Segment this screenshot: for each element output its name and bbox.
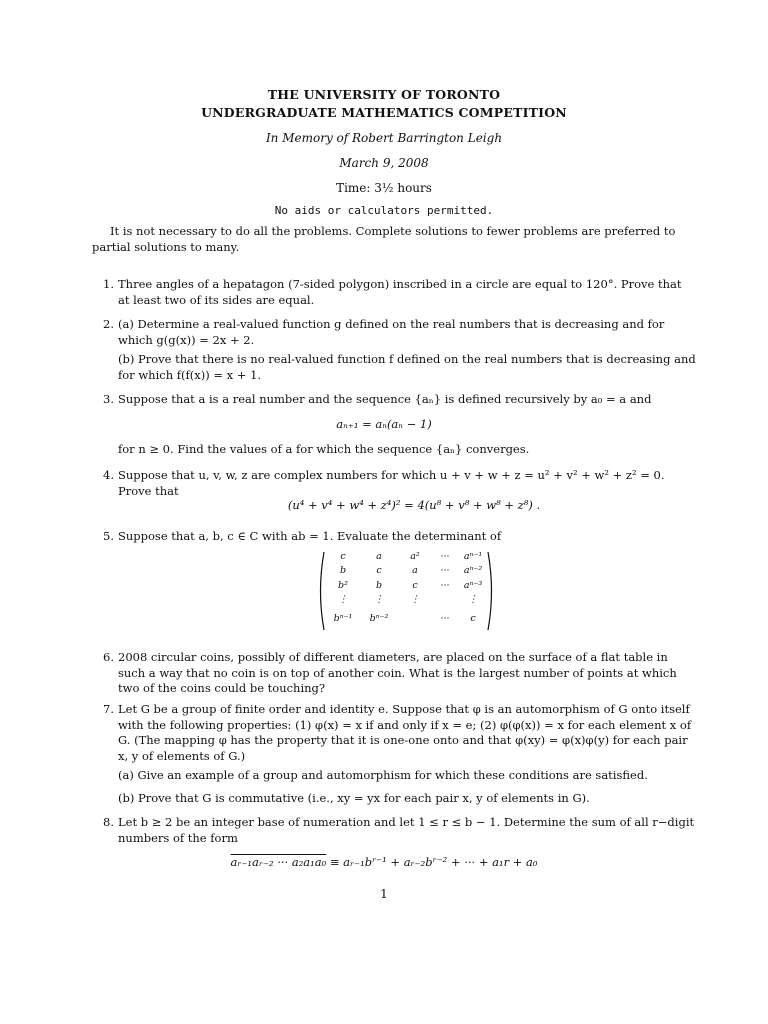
matrix-entry: ···	[440, 580, 450, 591]
problem-text: Three angles of a hepatagon (7-sided polygon) inscribed in a circle are equal to 120°. Prove that at least two of its sides are equal.	[118, 277, 682, 307]
matrix-entry: b	[339, 565, 347, 576]
matrix-entry: ⋮	[468, 594, 478, 605]
left-parenthesis	[316, 551, 326, 631]
matrix-entry: c	[470, 613, 476, 624]
matrix-entry: ···	[440, 551, 450, 562]
memorial-line: In Memory of Robert Barrington Leigh	[265, 131, 503, 145]
competition-title: UNDERGRADUATE MATHEMATICS COMPETITION	[201, 105, 567, 120]
matrix-entry: ⋮	[374, 594, 384, 605]
matrix-entry: c	[376, 565, 382, 576]
university-title: THE UNIVERSITY OF TORONTO	[267, 87, 501, 102]
problem-part-a: (a) Determine a real-valued function g defined on the real numbers that is decreasing and for which g(g(x)) = 2x + 2.	[118, 317, 665, 347]
problem-text: Suppose that a is a real number and the sequence {aₙ} is defined recursively by a₀ = a and	[118, 392, 652, 406]
intro-paragraph: It is not necessary to do all the problems. Complete solutions to fewer problems are preferred to partial solutions to many.	[92, 224, 676, 254]
exam-date: March 9, 2008	[339, 156, 429, 170]
problem-text: Suppose that a, b, c ∈ C with ab = 1. Evaluate the determinant of	[118, 529, 502, 543]
problem-number: 2.	[103, 317, 114, 331]
matrix-entry: bⁿ⁻²	[369, 613, 389, 624]
digit-string: aᵣ₋₁aᵣ₋₂ ··· a₂a₁a₀	[230, 855, 327, 869]
determinant-matrix	[316, 551, 496, 631]
problem-number: 4.	[103, 468, 114, 482]
matrix-entry: c	[340, 551, 346, 562]
matrix-entry: aⁿ⁻¹	[463, 551, 483, 562]
matrix-entry: aⁿ⁻³	[463, 580, 483, 591]
page-number: 1	[380, 887, 388, 901]
exam-time: Time: 3½ hours	[336, 181, 432, 195]
digit-expansion-equation	[0, 855, 768, 869]
problem-7-part-a: (a) Give an example of a group and automorphism for which these conditions are satisfied.	[118, 768, 648, 782]
matrix-entry: c	[412, 580, 418, 591]
matrix-entry: aⁿ⁻²	[463, 565, 483, 576]
matrix-entry: ···	[440, 613, 450, 624]
matrix-entry: a²	[410, 551, 420, 562]
matrix-entry: bⁿ⁻¹	[333, 613, 353, 624]
matrix-entry: a	[412, 565, 418, 576]
problem-text: Let b ≥ 2 be an integer base of numeration and let 1 ≤ r ≤ b − 1. Determine the sum of all r−digit numbers of the form	[118, 815, 695, 845]
matrix-entry: ⋮	[338, 594, 348, 605]
problem-number: 3.	[103, 392, 114, 406]
problem-number: 8.	[103, 815, 114, 829]
problem-text: Suppose that u, v, w, z are complex numbers for which u + v + w + z = u² + v² + w² + z² = 0. Prove that	[118, 468, 665, 498]
problem-number: 1.	[103, 277, 114, 291]
aids-notice: No aids or calculators permitted.	[274, 204, 494, 217]
matrix-entry: ⋮	[410, 594, 420, 605]
identity-equation: (u⁴ + v⁴ + w⁴ + z⁴)² = 4(u⁸ + v⁸ + w⁸ + z⁸) .	[287, 498, 541, 512]
problem-number: 6.	[103, 650, 114, 664]
problem-3-followup: for n ≥ 0. Find the values of a for which the sequence {aₙ} converges.	[118, 442, 530, 456]
problem-text: 2008 circular coins, possibly of different diameters, are placed on the surface of a flat table in such a way that no coin is on top of another coin. What is the largest number of points at which two of the coins could be touching?	[118, 650, 677, 695]
problem-number: 7.	[103, 702, 114, 716]
problem-2-part-b: (b) Prove that there is no real-valued function f defined on the real numbers that is decreasing and for which f(f(x)) = x + 1.	[118, 352, 696, 382]
expansion: ≡ aᵣ₋₁bʳ⁻¹ + aᵣ₋₂bʳ⁻² + ··· + a₁r + a₀	[326, 855, 538, 869]
matrix-entry: a	[376, 551, 382, 562]
matrix-entry: b²	[338, 580, 348, 591]
recursion-equation: aₙ₊₁ = aₙ(aₙ − 1)	[336, 417, 432, 431]
problem-number: 5.	[103, 529, 114, 543]
problem-7-part-b: (b) Prove that G is commutative (i.e., xy = yx for each pair x, y of elements in G).	[118, 791, 590, 805]
matrix-entry: ···	[440, 565, 450, 576]
problem-text: Let G be a group of finite order and identity e. Suppose that φ is an automorphism of G onto itself with the following properties: (1) φ(x) = x if and only if x = e; (2) φ(φ(x)) = x for each element x of G. (The mapping φ has the property that it is one-one onto and that φ(xy) = φ(x)φ(y) for each pair x, y of elements of G.)	[118, 702, 692, 763]
matrix-entry: b	[375, 580, 383, 591]
